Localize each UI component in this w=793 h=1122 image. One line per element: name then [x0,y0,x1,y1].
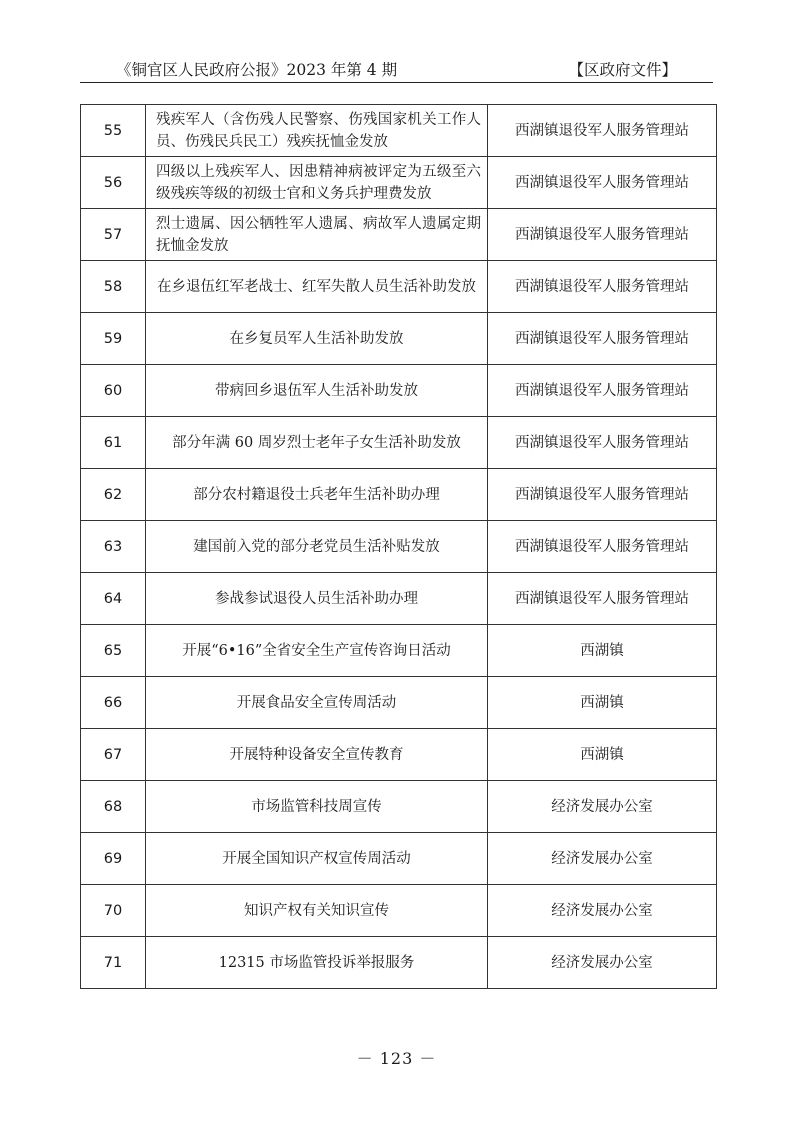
item-name: 建国前入党的部分老党员生活补贴发放 [146,521,488,573]
row-number: 67 [81,729,146,781]
responsible-unit: 西湖镇退役军人服务管理站 [488,469,717,521]
page-number: － 123 － [356,1049,437,1068]
item-name: 部分年满 60 周岁烈士老年子女生活补助发放 [146,417,488,469]
row-number: 63 [81,521,146,573]
responsible-unit: 西湖镇退役军人服务管理站 [488,313,717,365]
row-number: 61 [81,417,146,469]
responsible-unit: 经济发展办公室 [488,885,717,937]
table-row [81,157,717,209]
table-row [81,521,717,573]
table-row [81,937,717,989]
responsible-unit: 经济发展办公室 [488,781,717,833]
table-row [81,625,717,677]
row-number: 57 [81,209,146,261]
row-number: 59 [81,313,146,365]
item-name: 四级以上残疾军人、因患精神病被评定为五级至六级残疾等级的初级士官和义务兵护理费发放 [146,157,488,209]
item-name: 开展特种设备安全宣传教育 [146,729,488,781]
item-name: 开展食品安全宣传周活动 [146,677,488,729]
item-name: 开展全国知识产权宣传周活动 [146,833,488,885]
item-name: 参战参试退役人员生活补助办理 [146,573,488,625]
responsible-unit: 西湖镇退役军人服务管理站 [488,365,717,417]
row-number: 58 [81,261,146,313]
table-row [81,729,717,781]
item-name: 带病回乡退伍军人生活补助发放 [146,365,488,417]
responsible-unit: 西湖镇退役军人服务管理站 [488,417,717,469]
table-row [81,105,717,157]
item-name: 开展“6•16”全省安全生产宣传咨询日活动 [146,625,488,677]
row-number: 68 [81,781,146,833]
table-row [81,781,717,833]
table-row [81,209,717,261]
table-row [81,885,717,937]
responsible-unit: 西湖镇 [488,625,717,677]
publication-title: 《铜官区人民政府公报》2023 年第 4 期 [116,61,398,79]
table-row [81,313,717,365]
responsible-unit: 西湖镇退役军人服务管理站 [488,521,717,573]
responsible-unit: 西湖镇退役军人服务管理站 [488,157,717,209]
table-row [81,469,717,521]
item-name: 知识产权有关知识宣传 [146,885,488,937]
responsible-unit: 西湖镇 [488,677,717,729]
item-name: 在乡复员军人生活补助发放 [146,313,488,365]
responsible-unit: 经济发展办公室 [488,937,717,989]
page-header [80,56,713,82]
row-number: 55 [81,105,146,157]
responsible-unit: 西湖镇 [488,729,717,781]
row-number: 64 [81,573,146,625]
item-name: 部分农村籍退役士兵老年生活补助办理 [146,469,488,521]
row-number: 56 [81,157,146,209]
table-row [81,833,717,885]
row-number: 71 [81,937,146,989]
responsible-unit: 经济发展办公室 [488,833,717,885]
responsible-unit: 西湖镇退役军人服务管理站 [488,261,717,313]
section-label: 【区政府文件】 [568,61,677,79]
service-items-table [80,104,717,989]
table-row [81,365,717,417]
responsible-unit: 西湖镇退役军人服务管理站 [488,105,717,157]
table-row [81,417,717,469]
item-name: 残疾军人（含伤残人民警察、伤残国家机关工作人员、伤残民兵民工）残疾抚恤金发放 [146,105,488,157]
row-number: 62 [81,469,146,521]
item-name: 12315 市场监管投诉举报服务 [146,937,488,989]
row-number: 60 [81,365,146,417]
responsible-unit: 西湖镇退役军人服务管理站 [488,573,717,625]
row-number: 65 [81,625,146,677]
table-row [81,261,717,313]
header-rule [80,82,713,83]
item-name: 市场监管科技周宣传 [146,781,488,833]
table-row [81,573,717,625]
row-number: 66 [81,677,146,729]
row-number: 70 [81,885,146,937]
item-name: 烈士遗属、因公牺牲军人遗属、病故军人遗属定期抚恤金发放 [146,209,488,261]
row-number: 69 [81,833,146,885]
item-name: 在乡退伍红军老战士、红军失散人员生活补助发放 [146,261,488,313]
table-row [81,677,717,729]
responsible-unit: 西湖镇退役军人服务管理站 [488,209,717,261]
